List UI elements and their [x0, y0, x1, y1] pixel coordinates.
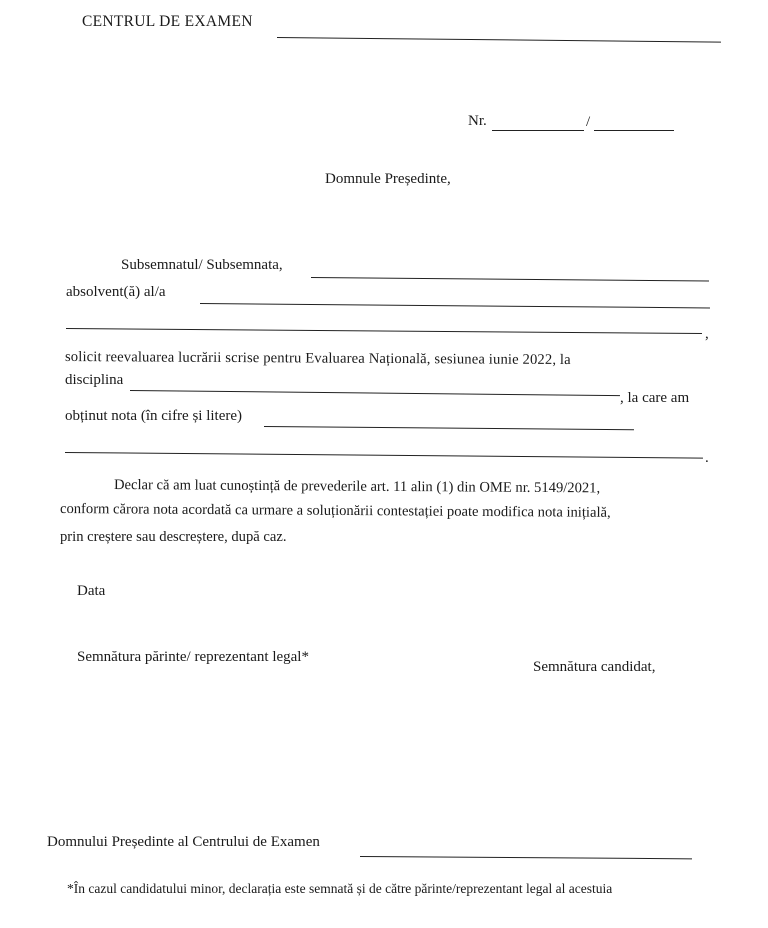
grade-field[interactable]: [264, 426, 634, 430]
nr-separator: /: [586, 114, 591, 130]
disciplina-field[interactable]: [130, 390, 620, 396]
subsemnatul-label: Subsemnatul/ Subsemnata,: [121, 257, 283, 273]
nr-field-1[interactable]: [492, 130, 584, 131]
addressee-label: Domnului Președinte al Centrului de Examen: [47, 834, 320, 850]
declaration-line-2: conform cărora nota acordată ca urmare a soluționării contestației poate modifica nota inițială,: [59, 501, 611, 521]
candidate-signature-label: Semnătura candidat,: [533, 659, 656, 675]
parent-signature-label: Semnătura părinte/ reprezentant legal*: [77, 649, 309, 665]
addressee-field[interactable]: [360, 856, 692, 859]
absolvent-label: absolvent(ă) al/a: [66, 284, 166, 300]
footnote: *În cazul candidatului minor, declarația este semnată și de către părinte/reprezentant legal al acestuia: [67, 881, 613, 896]
exam-center-field[interactable]: [277, 37, 721, 43]
salutation: Domnule Președinte,: [325, 171, 451, 187]
nr-label: Nr.: [468, 113, 487, 129]
exam-center-label: CENTRUL DE EXAMEN: [82, 13, 253, 30]
comma-end: ,: [705, 326, 709, 342]
name-field[interactable]: [311, 277, 709, 281]
disciplina-label: disciplina: [65, 372, 124, 388]
school-field[interactable]: [200, 303, 710, 308]
date-label: Data: [77, 583, 106, 599]
declaration-line-3: prin creștere sau descreștere, după caz.: [60, 529, 287, 545]
school-field-continued[interactable]: [66, 328, 702, 334]
period-end: .: [705, 450, 709, 466]
nr-field-2[interactable]: [594, 130, 674, 131]
grade-field-continued[interactable]: [65, 452, 703, 459]
obtinut-label: obținut nota (în cifre și litere): [65, 408, 243, 424]
solicit-text: solicit reevaluarea lucrării scrise pentru Evaluarea Națională, sesiunea iunie 2022, la: [64, 349, 571, 369]
declaration-line-1: Declar că am luat cunoștință de prevederile art. 11 alin (1) din OME nr. 5149/2021,: [113, 477, 601, 497]
la-care-am: , la care am: [620, 390, 690, 406]
